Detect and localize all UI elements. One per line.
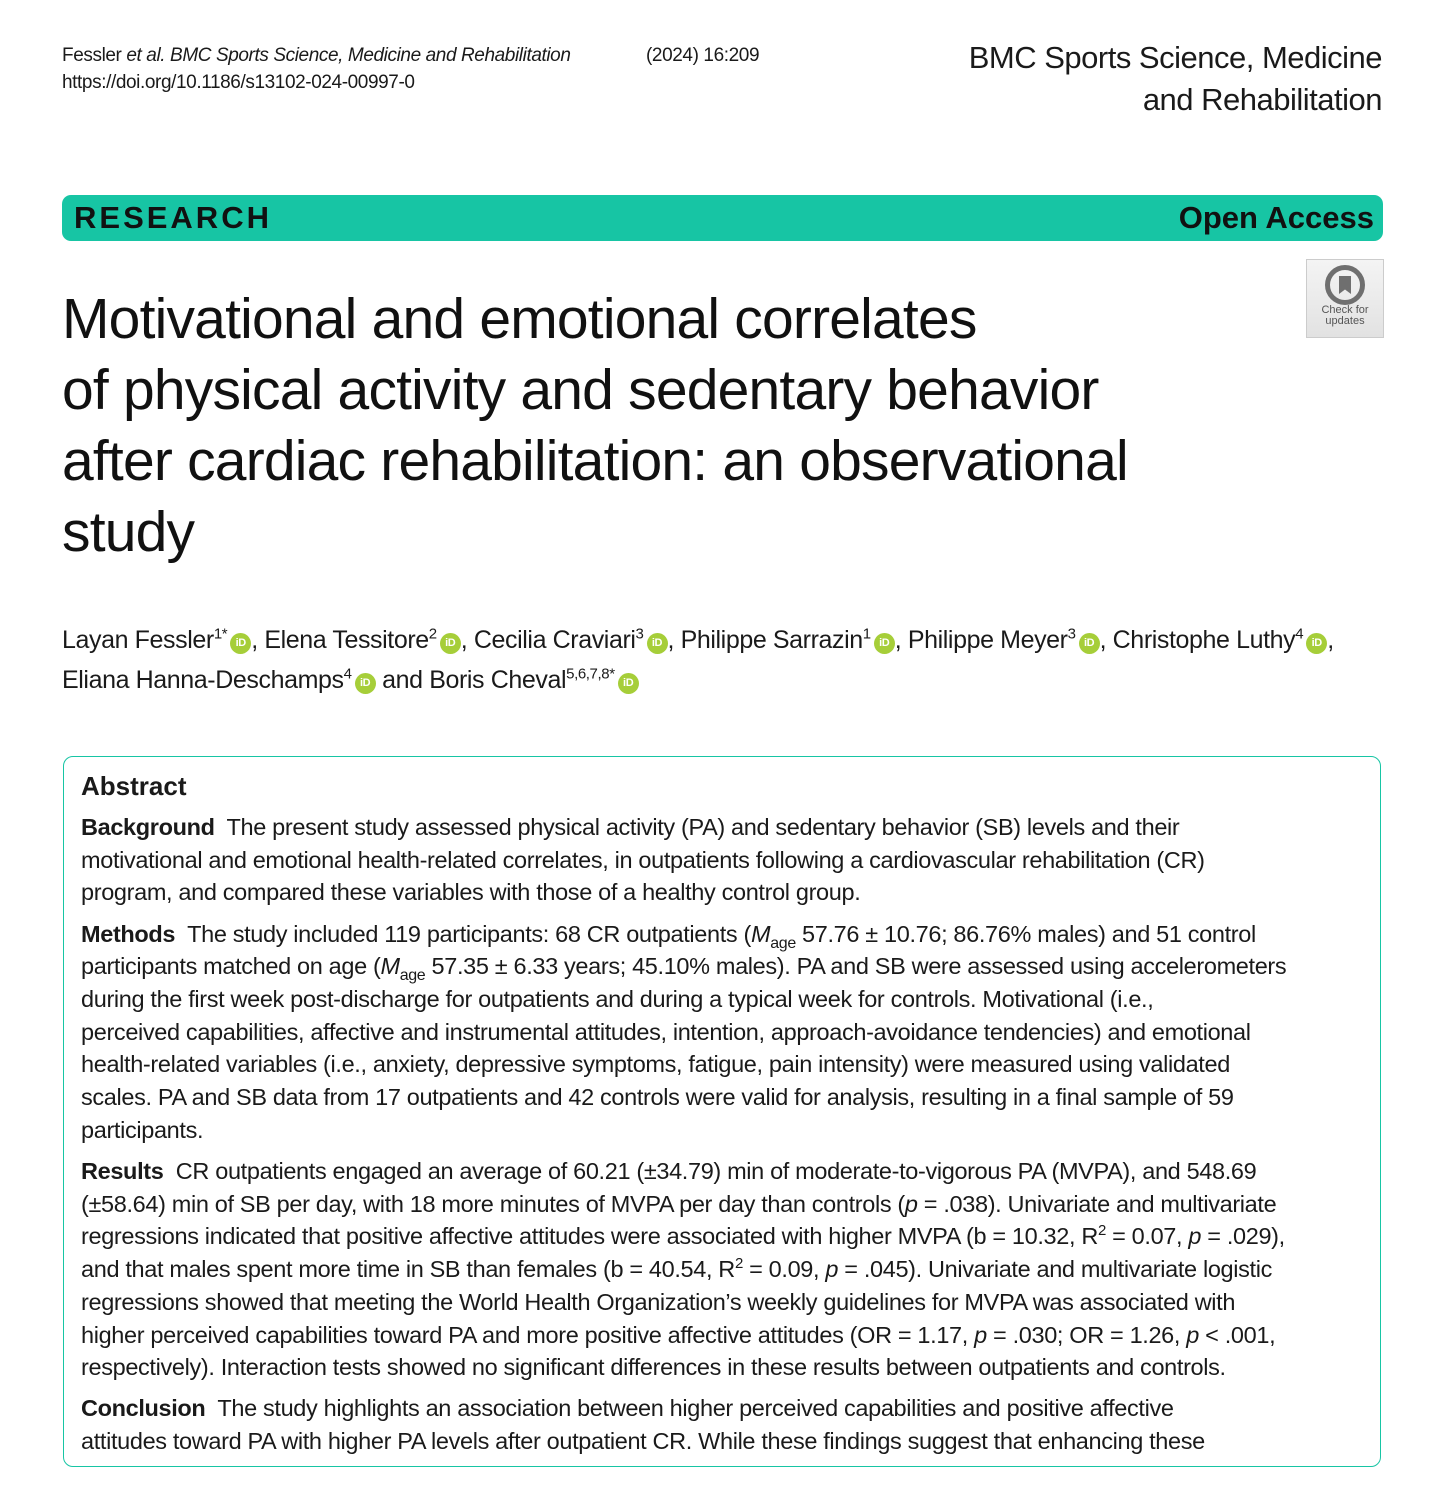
running-header	[62, 42, 760, 96]
author-affiliation: 3	[1067, 625, 1076, 643]
text-segment: = .045). Univariate and multivariate logistic	[838, 1256, 1272, 1283]
text-line	[81, 1425, 1286, 1458]
orcid-icon[interactable]: iD	[647, 633, 668, 654]
text-segment: health-related variables (i.e., anxiety, depressive symptoms, fatigue, pain intensity) were measured using validated	[81, 1051, 1230, 1078]
text-segment: CR outpatients engaged an average of 60.21 (±34.79) min of moderate-to-vigorous PA (MVPA), and 548.69	[163, 1158, 1257, 1185]
orcid-icon[interactable]: iD	[1306, 633, 1327, 654]
check-updates-text: updates	[1325, 315, 1365, 327]
text-segment: during the first week post-discharge for outpatients and during a typical week for controls. Motivational (i.e.,	[81, 986, 1154, 1013]
text-segment: The present study assessed physical activity (PA) and sedentary behavior (SB) levels and their	[214, 814, 1180, 840]
text-line	[81, 1319, 1286, 1352]
orcid-icon[interactable]: iD	[618, 673, 639, 694]
text-segment: p	[825, 1256, 839, 1283]
text-segment: = 0.07,	[1105, 1223, 1189, 1250]
author-name[interactable]: Christophe Luthy	[1112, 626, 1296, 654]
text-segment: The study highlights an association between higher perceived capabilities and positive affective	[205, 1395, 1174, 1422]
text-line	[81, 1155, 1286, 1188]
text-segment: motivational and emotional health-related correlates, in outpatients following a cardiovascular rehabilitation (CR)	[81, 846, 1205, 873]
citation	[62, 42, 760, 69]
text-segment: The study included 119 participants: 68 CR outpatients (	[175, 920, 751, 947]
section-label: Background	[81, 814, 215, 840]
author-affiliation: 3	[635, 625, 644, 643]
journal-line: and Rehabilitation	[1142, 82, 1382, 117]
text-segment: scales. PA and SB data from 17 outpatients and 42 controls were valid for analysis, resulting in a final sample of 59	[81, 1084, 1234, 1111]
article-type-banner	[62, 195, 1383, 241]
text-line	[81, 1286, 1286, 1319]
section-label: Conclusion	[81, 1395, 206, 1422]
text-segment: attitudes toward PA with higher PA levels after outpatient CR. While these findings suggest that enhancing these	[81, 1428, 1205, 1455]
text-segment: participants matched on age (	[81, 953, 381, 980]
text-segment: regressions showed that meeting the World Health Organization’s weekly guidelines for MVPA was associated with	[81, 1288, 1236, 1315]
author-name[interactable]: Eliana Hanna-Deschamps	[62, 666, 344, 694]
text-line	[81, 1048, 1286, 1081]
text-segment: p	[1186, 1321, 1199, 1348]
article-title	[62, 284, 1128, 568]
orcid-icon[interactable]: iD	[355, 673, 376, 694]
text-segment: higher perceived capabilities toward PA and more positive affective attitudes (OR = 1.17,	[81, 1321, 975, 1348]
author-affiliation: 1	[862, 625, 871, 643]
abstract-heading: Abstract	[81, 771, 187, 801]
journal-line: BMC Sports Science, Medicine	[968, 40, 1382, 75]
abstract-box	[63, 756, 1381, 1467]
text-segment: participants.	[81, 1116, 204, 1143]
text-segment: p	[974, 1321, 987, 1348]
title-line: study	[62, 500, 195, 564]
author-affiliation: 4	[343, 665, 352, 683]
journal-name	[969, 37, 1382, 121]
text-segment: 57.35 ± 6.33 years; 45.10% males). PA and SB were assessed using accelerometers	[425, 953, 1287, 980]
text-segment: = 0.09,	[742, 1256, 826, 1283]
text-segment: respectively). Interaction tests showed no significant differences in these results between outpatients and controls.	[81, 1354, 1226, 1381]
orcid-icon[interactable]: iD	[440, 633, 461, 654]
author-name[interactable]: Layan Fessler	[62, 626, 214, 654]
text-segment: regressions indicated that positive affective attitudes were associated with higher MVPA (b = 10.32, R	[81, 1223, 1098, 1250]
orcid-icon[interactable]: iD	[230, 633, 251, 654]
author-line	[62, 620, 1334, 660]
text-line	[81, 811, 1286, 844]
text-segment: p	[904, 1190, 918, 1217]
author-affiliation: 4	[1295, 625, 1304, 643]
abstract-background	[81, 811, 1286, 909]
text-segment: age	[770, 934, 796, 952]
author-affiliation: 5,6,7,8*	[566, 665, 615, 683]
author-name[interactable]: Elena Tessitore	[264, 626, 429, 654]
text-segment: < .001,	[1199, 1321, 1276, 1348]
author-separator: and	[375, 666, 430, 694]
abstract-conclusion	[81, 1392, 1286, 1457]
text-line	[81, 1188, 1286, 1221]
section-label: Methods	[81, 920, 176, 947]
text-segment: 2	[1097, 1222, 1106, 1240]
text-segment: = .038). Univariate and multivariate	[917, 1190, 1277, 1217]
author-name[interactable]: Boris Cheval	[429, 666, 567, 694]
text-line	[81, 1114, 1286, 1147]
text-line	[81, 983, 1286, 1016]
author-separator: ,	[251, 626, 265, 654]
text-line	[81, 1392, 1286, 1425]
text-line	[81, 1081, 1286, 1114]
author-separator: ,	[894, 626, 908, 654]
text-segment: = .029),	[1201, 1223, 1285, 1250]
open-access-label: Open Access	[1178, 200, 1374, 235]
author-separator: ,	[460, 626, 474, 654]
text-segment: M	[380, 953, 400, 980]
author-name[interactable]: Philippe Sarrazin	[680, 626, 863, 654]
text-segment: perceived capabilities, affective and instrumental attitudes, intention, approach-avoidance tendencies) and emotional	[81, 1018, 1251, 1045]
text-line	[81, 844, 1286, 877]
text-segment: age	[399, 967, 426, 985]
text-segment: 57.76 ± 10.76; 86.76% males) and 51 control	[795, 920, 1256, 947]
text-line	[81, 950, 1286, 983]
abstract-methods	[81, 918, 1286, 1147]
author-line	[62, 660, 1334, 700]
text-line	[81, 876, 1286, 909]
title-line: of physical activity and sedentary behavior	[62, 358, 1099, 422]
text-segment: p	[1188, 1223, 1202, 1250]
author-list	[62, 620, 1334, 700]
text-segment: = .030; OR = 1.26,	[986, 1321, 1187, 1348]
check-for-updates-button[interactable]	[1306, 259, 1384, 338]
article-type: RESEARCH	[74, 200, 272, 235]
orcid-icon[interactable]: iD	[874, 633, 895, 654]
author-affiliation: 1*	[213, 625, 228, 643]
citation-journal: et al. BMC Sports Science, Medicine and Rehabilitation	[121, 45, 571, 66]
text-line	[81, 1253, 1286, 1286]
author-separator: ,	[1327, 626, 1334, 654]
text-segment: program, and compared these variables with those of a healthy control group.	[81, 879, 861, 906]
text-line	[81, 1220, 1286, 1253]
text-line	[81, 918, 1286, 951]
author-separator: ,	[667, 626, 681, 654]
text-line	[81, 1351, 1286, 1384]
author-name[interactable]: Philippe Meyer	[907, 626, 1068, 654]
text-segment: (±58.64) min of SB per day, with 18 more minutes of MVPA per day than controls (	[81, 1190, 905, 1217]
citation-year: (2024) 16:209	[646, 45, 760, 66]
section-label: Results	[81, 1158, 164, 1185]
title-line: after cardiac rehabilitation: an observational	[62, 429, 1128, 493]
text-segment: 2	[734, 1255, 743, 1273]
text-line	[81, 1016, 1286, 1049]
abstract-body	[81, 811, 1286, 1466]
author-name[interactable]: Cecilia Craviari	[473, 626, 636, 654]
orcid-icon[interactable]: iD	[1079, 633, 1100, 654]
bookmark-icon	[1325, 265, 1365, 305]
abstract-results	[81, 1155, 1286, 1384]
title-line: Motivational and emotional correlates	[62, 287, 977, 351]
citation-author: Fessler	[62, 45, 122, 66]
check-updates-text: Check for	[1321, 304, 1369, 316]
text-segment: and that males spent more time in SB than females (b = 40.54, R	[81, 1256, 735, 1283]
author-affiliation: 2	[428, 625, 437, 643]
text-segment: M	[750, 920, 771, 947]
doi-link[interactable]: https://doi.org/10.1186/s13102-024-00997-0	[62, 72, 415, 93]
author-separator: ,	[1099, 626, 1113, 654]
